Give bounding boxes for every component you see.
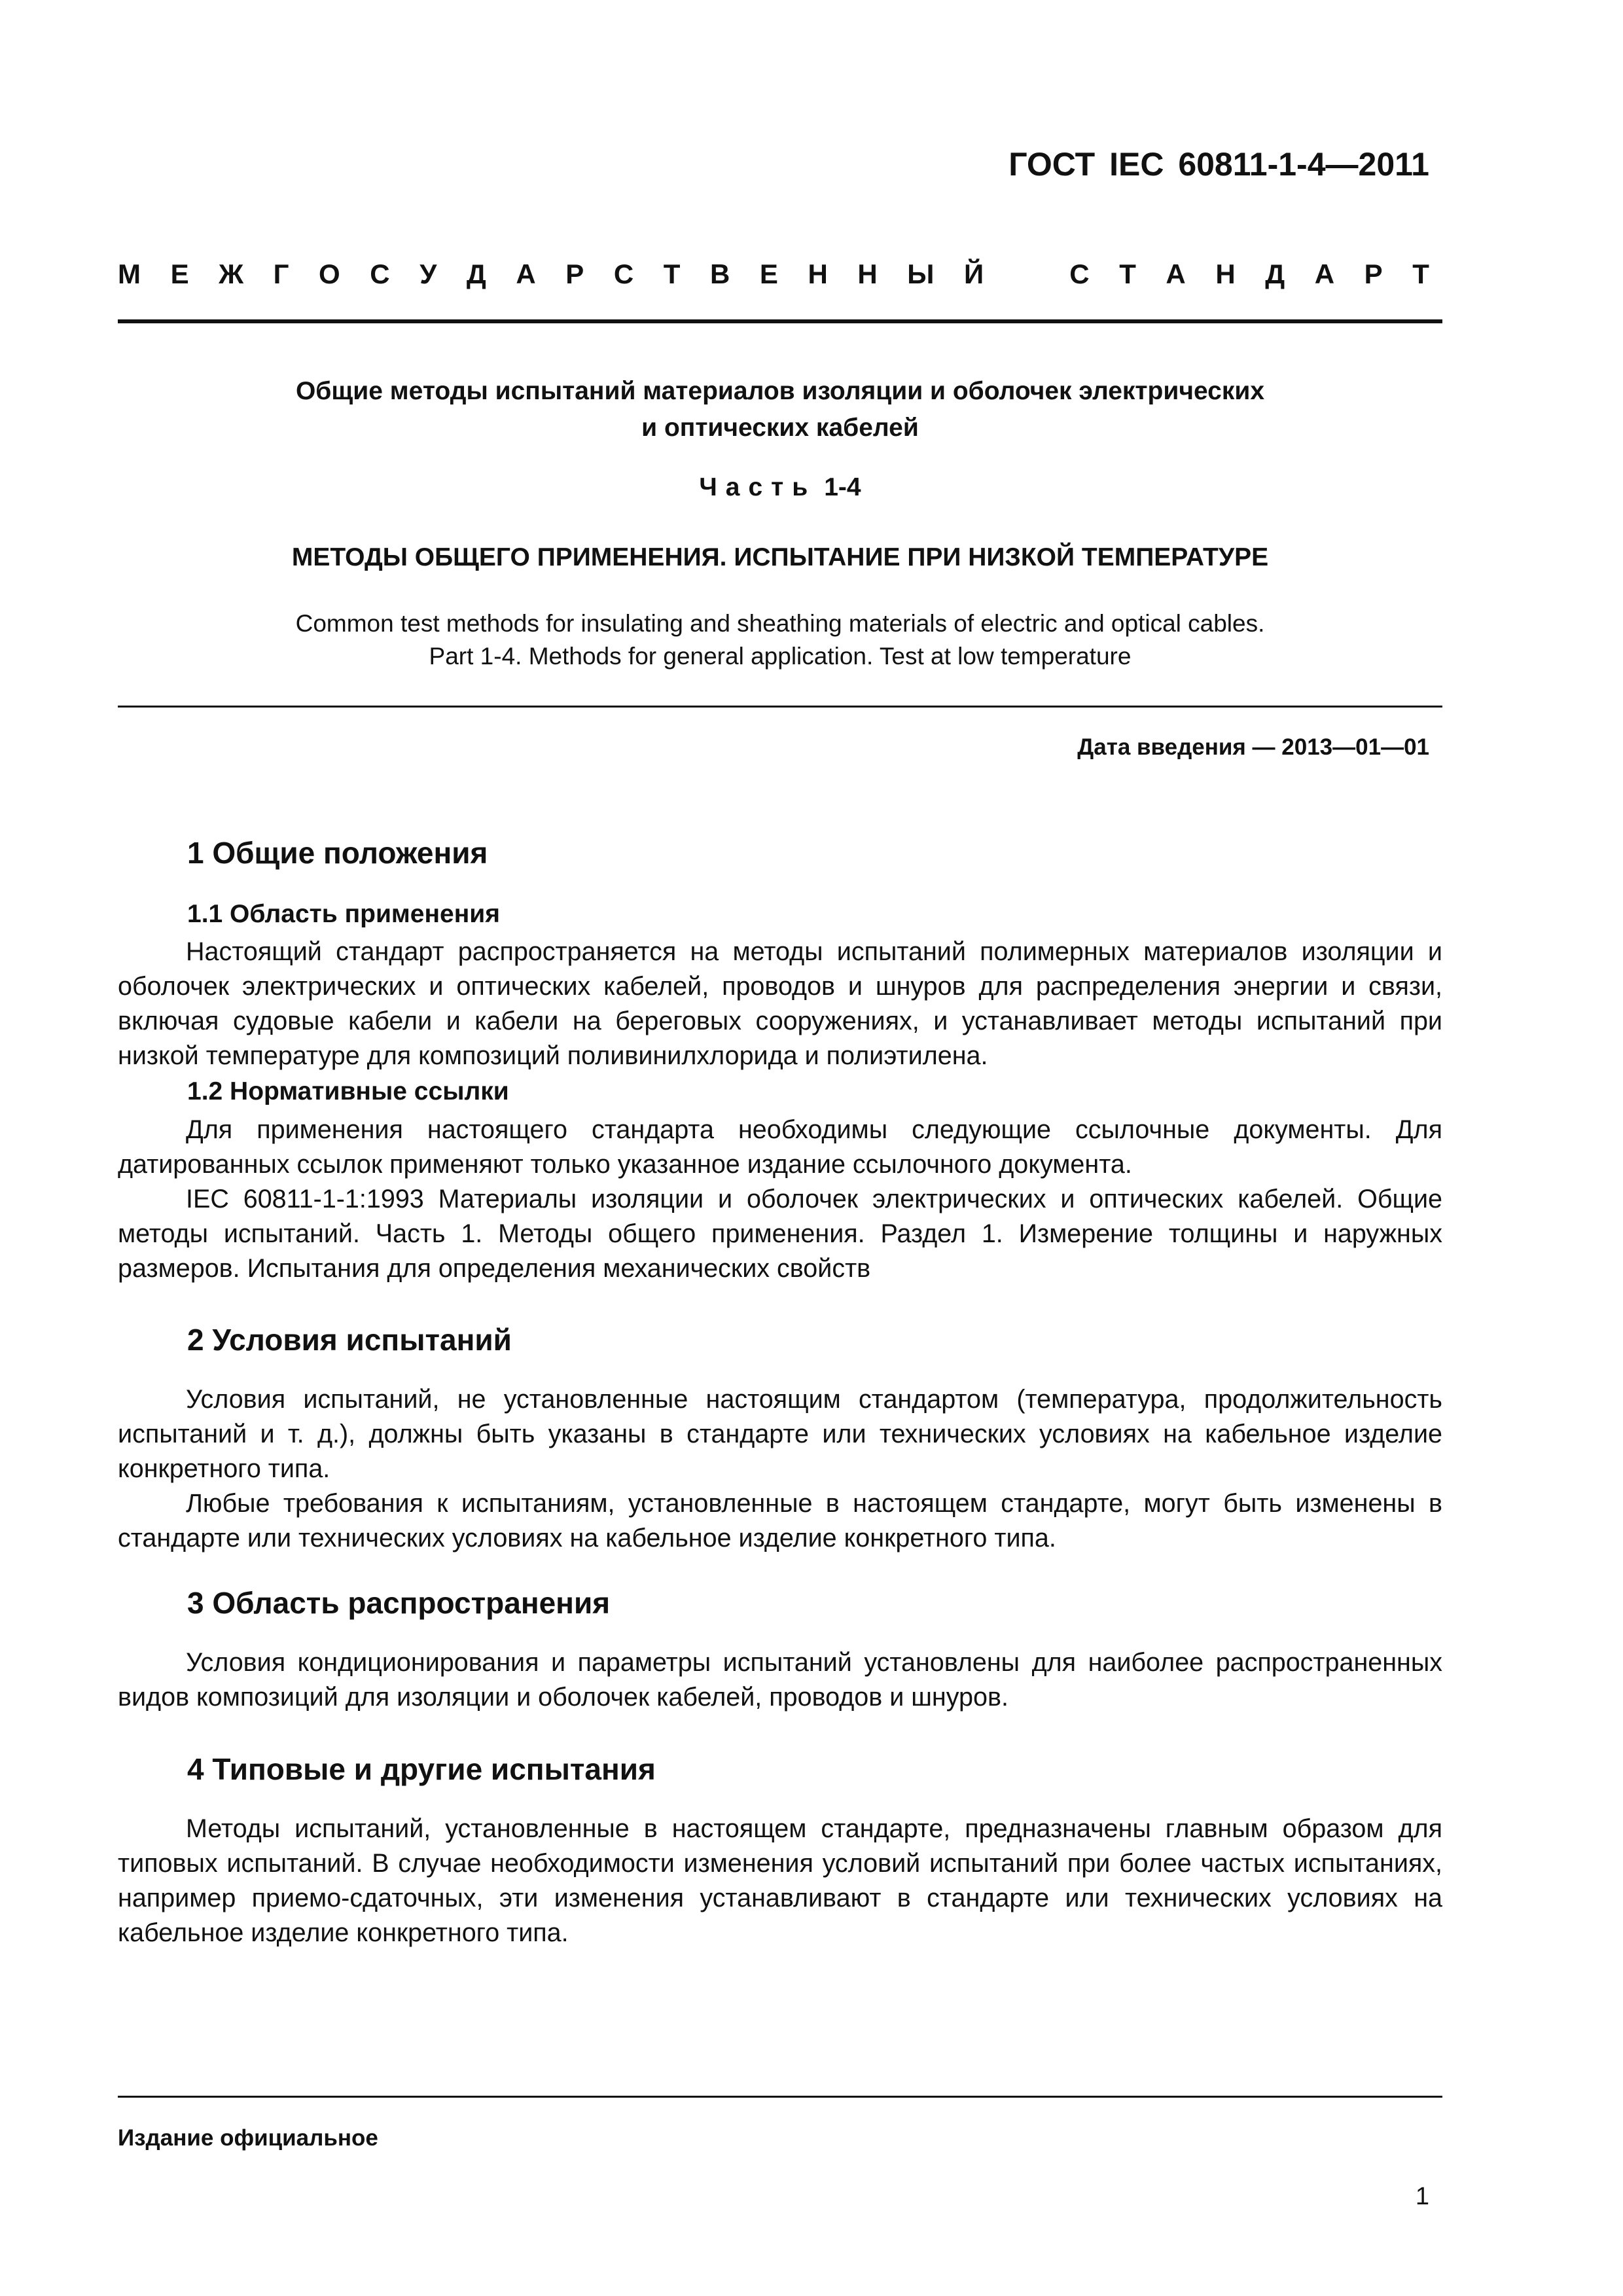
banner-letter: Н [857, 259, 878, 289]
english-title [118, 607, 1442, 673]
section-2-body [118, 1382, 1442, 1556]
banner-gap [1014, 259, 1040, 290]
banner-letter: Р [565, 259, 584, 289]
banner-letter: Н [1215, 259, 1236, 289]
introduction-date: Дата введения — 2013—01—01 [1077, 734, 1429, 760]
banner-letter: Ы [907, 259, 935, 289]
section-1-heading: 1 Общие положения [187, 836, 488, 870]
section-1-1-heading: 1.1 Область применения [187, 900, 500, 928]
banner-letter: Д [466, 259, 486, 289]
banner-letter: Й [963, 259, 984, 289]
footer-rule [118, 2096, 1442, 2098]
banner-letter: Р [1364, 259, 1383, 289]
document-subtitle: МЕТОДЫ ОБЩЕГО ПРИМЕНЕНИЯ. ИСПЫТАНИЕ ПРИ НИЗКОЙ ТЕМПЕРАТУРЕ [291, 543, 1269, 571]
standard-type-banner [118, 259, 1429, 290]
section-1-2-heading: 1.2 Нормативные ссылки [187, 1077, 509, 1105]
official-edition-label: Издание официальное [118, 2125, 378, 2151]
banner-letter: О [319, 259, 340, 289]
paragraph: Условия испытаний, не установленные настоящим стандартом (температура, продолжительность испытаний и т. д.), должны быть указаны в стандарте или технических условиях на кабельное изделие конкретного типа. [118, 1385, 1442, 1483]
section-1-2-body [118, 1113, 1442, 1286]
section-3-heading: 3 Область распространения [187, 1586, 611, 1620]
section-1-1-body [118, 935, 1442, 1073]
paragraph: IEC 60811-1-1:1993 Материалы изоляции и оболочек электрических и оптических кабелей. Общие методы испытаний. Часть 1. Методы общего применения. Раздел 1. Измерение толщины и наружных размеров. Испытания для определения механических свойств [118, 1185, 1442, 1283]
paragraph: Методы испытаний, установленные в настоящем стандарте, предназначены главным образом для типовых испытаний. В случае необходимости изменения условий испытаний при более частых испытаниях, например приемо-сдаточных, эти изменения устанавливают в стандарте или технических условиях на кабельное изделие конкретного типа. [118, 1814, 1442, 1947]
banner-letter: Т [663, 259, 681, 289]
paragraph: Для применения настоящего стандарта необходимы следующие ссылочные документы. Для датированных ссылок применяют только указанное издание ссылочного документа. [118, 1115, 1442, 1179]
banner-letter: С [1069, 259, 1090, 289]
part-number: 1-4 [824, 473, 861, 501]
paragraph: Любые требования к испытаниям, установленные в настоящем стандарте, могут быть изменены в стандарте или технических условиях на кабельное изделие конкретного типа. [118, 1489, 1442, 1552]
document-number: ГОСТ IEC 60811-1-4—2011 [1008, 146, 1429, 183]
banner-letter: Г [273, 259, 289, 289]
paragraph: Настоящий стандарт распространяется на методы испытаний полимерных материалов изоляции и оболочек электрических и оптических кабелей, проводов и шнуров для распределения энергии и связи, включая судовые кабели и кабели на береговых сооружениях, и устанавливает методы испытаний при низкой температуре для композиций поливинилхлорида и полиэтилена. [118, 937, 1442, 1070]
section-3-body [118, 1645, 1442, 1715]
section-4-body [118, 1812, 1442, 1950]
header-rule [118, 319, 1442, 323]
banner-letter: Т [1412, 259, 1429, 289]
section-4-heading: 4 Типовые и другие испытания [187, 1752, 656, 1786]
banner-letter: Е [170, 259, 189, 289]
banner-letter: С [370, 259, 390, 289]
banner-letter: М [118, 259, 141, 289]
banner-letter: А [1314, 259, 1335, 289]
banner-letter: У [419, 259, 437, 289]
banner-letter: Д [1265, 259, 1285, 289]
english-title-line-2: Part 1-4. Methods for general application. Test at low temperature [429, 643, 1132, 670]
page-number: 1 [1415, 2183, 1429, 2210]
document-title [118, 373, 1442, 446]
section-2-heading: 2 Условия испытаний [187, 1323, 512, 1357]
banner-letter: В [709, 259, 730, 289]
banner-letter: С [613, 259, 634, 289]
part-label [118, 473, 1442, 502]
title-line-2: и оптических кабелей [641, 414, 919, 442]
paragraph: Условия кондиционирования и параметры испытаний установлены для наиболее распространенных видов композиций для изоляции и оболочек кабелей, проводов и шнуров. [118, 1648, 1442, 1712]
title-rule [118, 706, 1442, 708]
banner-letter: Ж [219, 259, 244, 289]
banner-letter: А [1166, 259, 1186, 289]
part-word: Часть [699, 473, 817, 501]
banner-letter: Н [808, 259, 828, 289]
banner-letter: А [516, 259, 536, 289]
banner-letter: Т [1119, 259, 1136, 289]
title-line-1: Общие методы испытаний материалов изоляции и оболочек электрических [295, 377, 1265, 405]
english-title-line-1: Common test methods for insulating and sheathing materials of electric and optical cables. [295, 610, 1265, 637]
banner-letter: Е [759, 259, 778, 289]
